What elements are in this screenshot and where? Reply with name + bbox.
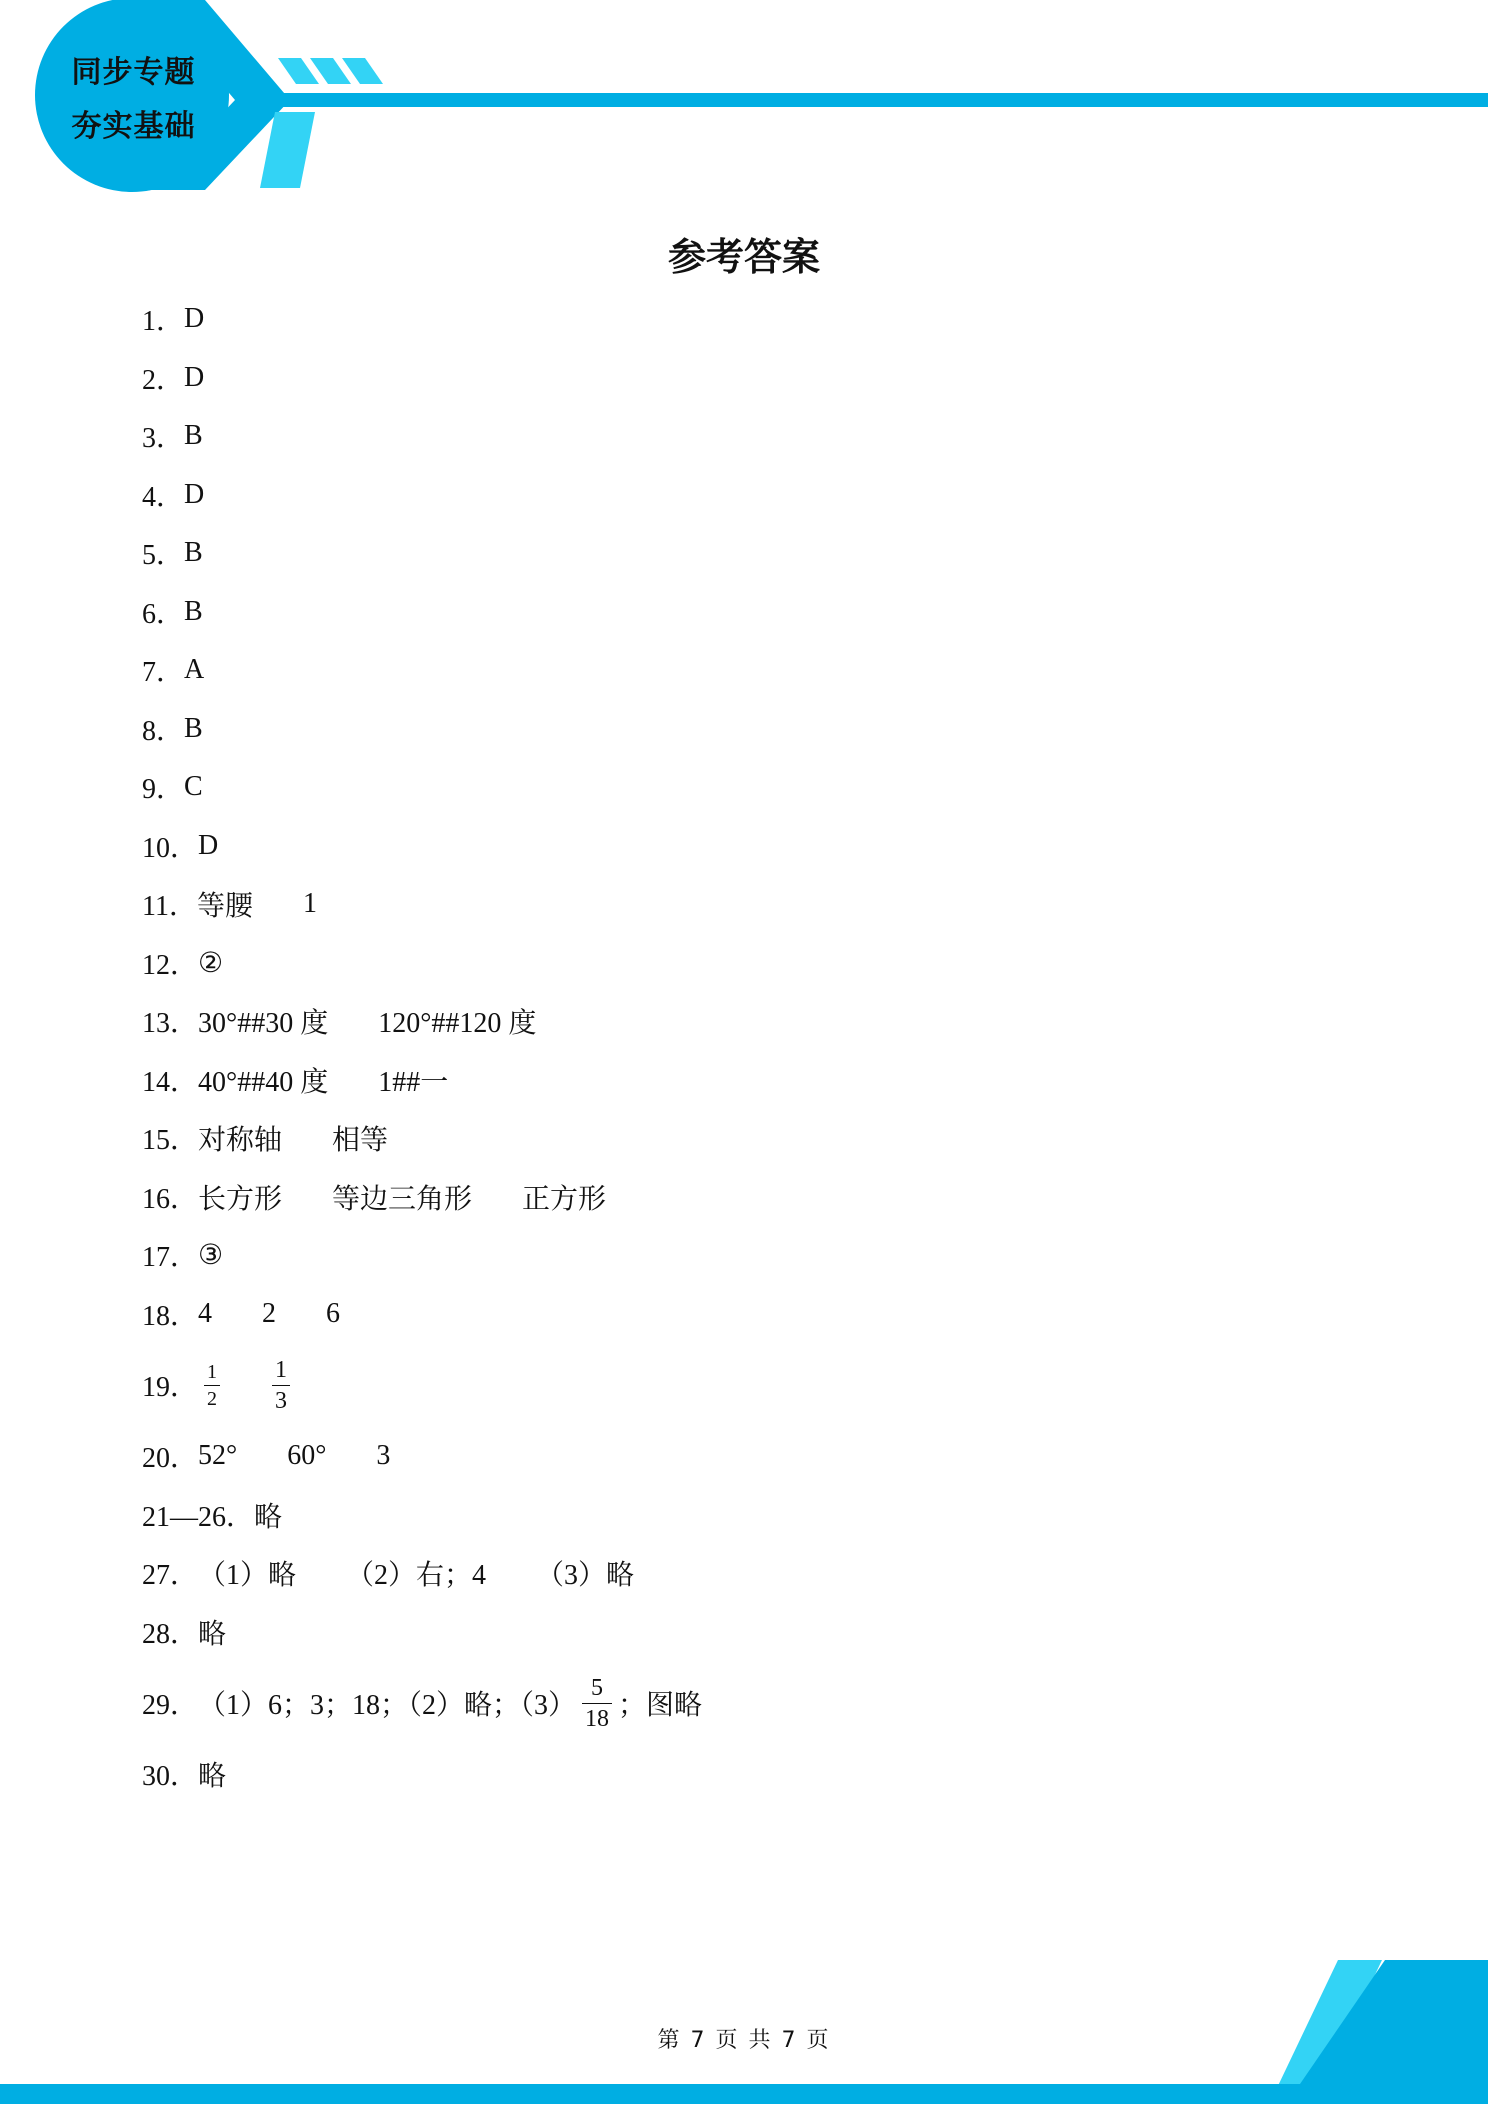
answer-value: B bbox=[184, 420, 203, 452]
answer-value: D bbox=[184, 478, 205, 510]
answer-row bbox=[142, 524, 1388, 583]
answer-number: 28． bbox=[142, 1618, 199, 1650]
answer-row bbox=[142, 583, 1388, 642]
answer-value: 长方形 bbox=[198, 1183, 283, 1215]
answer-value: （2）右；4 bbox=[346, 1560, 487, 1592]
fraction bbox=[582, 1676, 612, 1731]
answer-value: B bbox=[184, 595, 203, 627]
answer-row bbox=[142, 1343, 1388, 1427]
answer-value: 4 bbox=[198, 1297, 213, 1329]
answer-list bbox=[142, 290, 1388, 1804]
answer-number: 20． bbox=[142, 1443, 199, 1475]
answer-row bbox=[142, 1661, 1388, 1745]
answer-row bbox=[142, 758, 1388, 817]
answer-value: B bbox=[184, 537, 203, 569]
answer-row bbox=[142, 1603, 1388, 1662]
answer-row bbox=[142, 875, 1388, 934]
answer-row bbox=[142, 466, 1388, 525]
answer-number: 1． bbox=[142, 306, 185, 338]
header-badge bbox=[36, 46, 231, 154]
answer-number: 11． bbox=[142, 891, 197, 923]
answer-number: 29． bbox=[142, 1690, 199, 1721]
answer-value: ；图略 bbox=[618, 1690, 703, 1721]
answer-value: 略 bbox=[198, 1761, 227, 1793]
answer-number: 8． bbox=[142, 715, 185, 747]
answer-number: 21—26． bbox=[142, 1501, 255, 1533]
answer-row bbox=[142, 1051, 1388, 1110]
page-title: 参考答案 bbox=[667, 235, 820, 279]
answer-value: 略 bbox=[254, 1501, 283, 1533]
answer-value: 60° bbox=[287, 1440, 327, 1472]
answer-value: D bbox=[198, 829, 219, 861]
answer-number: 12． bbox=[142, 949, 199, 981]
answer-value: 略 bbox=[198, 1618, 227, 1650]
answer-value: （1）略 bbox=[198, 1560, 297, 1592]
answer-number: 30． bbox=[142, 1761, 199, 1793]
answer-value: 120°##120 度 bbox=[378, 1008, 537, 1040]
answer-value: 2 bbox=[262, 1297, 277, 1329]
fraction-denominator: 2 bbox=[207, 1387, 218, 1410]
answer-value: 52° bbox=[198, 1440, 238, 1472]
answer-value: 40°##40 度 bbox=[198, 1066, 329, 1098]
answer-number: 2． bbox=[142, 364, 185, 396]
answer-number: 9． bbox=[142, 774, 185, 806]
answer-value: 等边三角形 bbox=[332, 1183, 473, 1215]
answer-row bbox=[142, 992, 1388, 1051]
fraction-numerator: 5 bbox=[591, 1674, 604, 1701]
answer-row bbox=[142, 641, 1388, 700]
answer-row bbox=[142, 1745, 1388, 1804]
footer-stripe bbox=[0, 2084, 1488, 2104]
fraction-numerator: 1 bbox=[275, 1356, 288, 1383]
badge-line-1: 同步专题 bbox=[71, 55, 196, 90]
answer-value: 6 bbox=[326, 1297, 341, 1329]
page-number: 第 7 页 共 7 页 bbox=[657, 2028, 831, 2053]
answer-value: （3）略 bbox=[536, 1560, 635, 1592]
answer-row bbox=[142, 1168, 1388, 1227]
fraction-bar bbox=[272, 1385, 290, 1386]
answer-row bbox=[142, 290, 1388, 349]
answer-number: 10． bbox=[142, 832, 199, 864]
answer-row bbox=[142, 1427, 1388, 1486]
answer-row bbox=[142, 1285, 1388, 1344]
answer-row bbox=[142, 700, 1388, 759]
answer-number: 13． bbox=[142, 1008, 199, 1040]
fraction-denominator: 3 bbox=[275, 1387, 288, 1414]
answer-value: A bbox=[184, 654, 205, 686]
answer-row bbox=[142, 1486, 1388, 1545]
fraction bbox=[204, 1362, 220, 1409]
answer-number: 17． bbox=[142, 1242, 199, 1274]
answer-number: 7． bbox=[142, 657, 185, 689]
answer-number: 15． bbox=[142, 1125, 199, 1157]
answer-number: 6． bbox=[142, 598, 185, 630]
answer-value: （1）6；3；18；（2）略；（3） bbox=[198, 1690, 577, 1721]
answer-value: 30°##30 度 bbox=[198, 1008, 329, 1040]
fraction-bar bbox=[204, 1385, 220, 1386]
fraction-denominator: 18 bbox=[585, 1705, 610, 1732]
answer-number: 16． bbox=[142, 1183, 199, 1215]
answer-value: D bbox=[184, 361, 205, 393]
answer-number: 5． bbox=[142, 540, 185, 572]
answer-value: ② bbox=[198, 947, 224, 979]
answer-number: 3． bbox=[142, 423, 185, 455]
answer-row bbox=[142, 1226, 1388, 1285]
header-slash bbox=[260, 112, 315, 188]
fraction bbox=[272, 1358, 290, 1413]
answer-value: B bbox=[184, 712, 203, 744]
answer-row bbox=[142, 1109, 1388, 1168]
answer-value: 3 bbox=[376, 1440, 391, 1472]
answer-value: D bbox=[184, 303, 205, 335]
answer-row bbox=[142, 1544, 1388, 1603]
fraction-numerator: 1 bbox=[207, 1360, 218, 1383]
answer-value: C bbox=[184, 771, 203, 803]
answer-row bbox=[142, 817, 1388, 876]
badge-line-2: 夯实基础 bbox=[71, 109, 196, 144]
answer-value: ③ bbox=[198, 1240, 224, 1272]
answer-value: 相等 bbox=[332, 1125, 389, 1157]
answer-value: 对称轴 bbox=[198, 1125, 283, 1157]
answer-row bbox=[142, 349, 1388, 408]
answer-value: 等腰 bbox=[196, 891, 253, 923]
answer-number: 14． bbox=[142, 1066, 199, 1098]
answer-number: 27． bbox=[142, 1560, 199, 1592]
header-stripe bbox=[262, 93, 1488, 107]
answer-number: 4． bbox=[142, 481, 185, 513]
answer-number: 19． bbox=[142, 1372, 199, 1403]
answer-number: 18． bbox=[142, 1300, 199, 1332]
answer-value: 1##一 bbox=[378, 1066, 449, 1098]
answer-row bbox=[142, 407, 1388, 466]
answer-value: 正方形 bbox=[522, 1183, 607, 1215]
answer-row bbox=[142, 934, 1388, 993]
fraction-bar bbox=[582, 1703, 612, 1704]
answer-value: 1 bbox=[302, 888, 317, 920]
